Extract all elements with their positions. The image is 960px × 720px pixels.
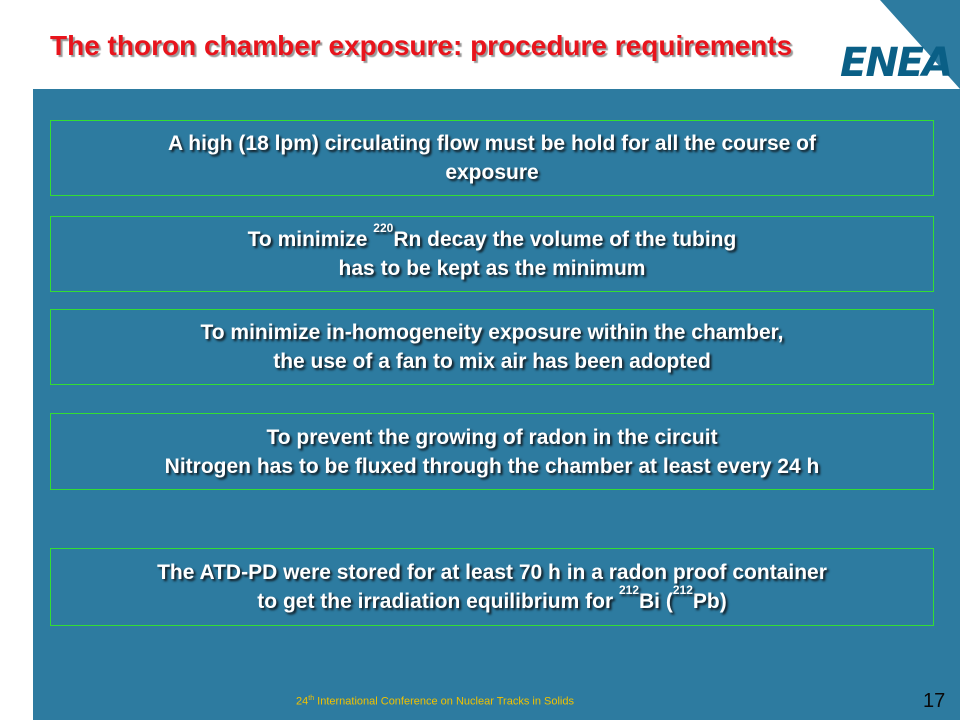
slide-title: The thoron chamber exposure: procedure requirements	[50, 30, 793, 61]
box-line: has to be kept as the minimum	[338, 257, 646, 280]
box-line: To minimize $^{220}$Rn decay the volume of the tubing	[247, 221, 737, 251]
box-line: the use of a fan to mix air has been adopted	[273, 350, 711, 373]
requirement-box-storage	[50, 548, 934, 626]
box-line: Nitrogen has to be fluxed through the chamber at least every 24 h	[164, 454, 820, 478]
box-line: To minimize in-homogeneity exposure within the chamber,	[200, 321, 784, 344]
requirement-box-nitrogen	[50, 413, 934, 490]
box-line: exposure	[445, 161, 539, 184]
requirement-box-flow	[50, 120, 934, 196]
requirement-box-fan	[50, 309, 934, 385]
box-line: To prevent the growing of radon in the circuit	[266, 425, 718, 449]
footer-conference: 24th International Conference on Nuclear Tracks in Solids	[296, 695, 574, 708]
box-line: to get the irradiation equilibrium for $^{212}$Bi ($^{212}$Pb)	[257, 583, 727, 613]
page-number: 17	[923, 690, 946, 712]
box-line: A high (18 lpm) circulating flow must be hold for all the course of	[168, 132, 816, 155]
box-line: The ATD-PD were stored for at least 70 h in a radon proof container	[157, 561, 827, 584]
enea-logo: ENEA	[840, 40, 952, 86]
requirement-box-tubing	[50, 216, 934, 292]
